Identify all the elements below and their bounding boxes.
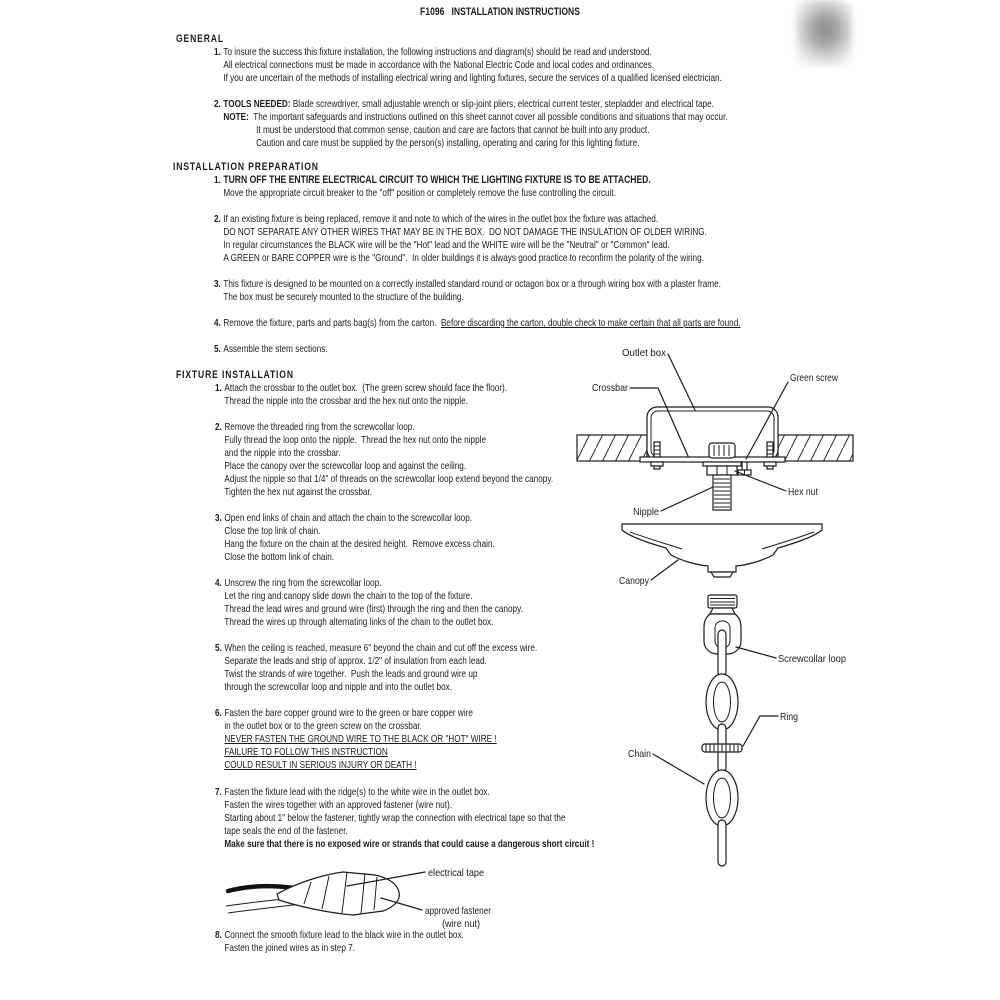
item-number: 7. — [215, 786, 222, 798]
instruction-line: The box must be securely mounted to the structure of the building. — [223, 291, 464, 303]
instruction-line: When the ceiling is reached, measure 6" beyond the chain and cut off the excess wire. — [224, 642, 538, 654]
instruction-line: Remove the threaded ring from the screwcollar loop. — [224, 421, 415, 433]
instruction-line: Caution and care must be supplied by the person(s) installing, operating and caring for this lighting fixture. — [256, 137, 640, 149]
ring-drawing — [702, 744, 742, 752]
item-number: 3. — [215, 512, 222, 524]
instruction-line: Twist the strands of wire together. Push the leads and ground wire up — [224, 668, 478, 680]
label-hex-nut: Hex nut — [788, 486, 819, 498]
item-number: 1. — [214, 174, 221, 186]
instruction-line: In regular circumstances the BLACK wire will be the "Hot" lead and the WHITE wire will be the "Neutral" or "Common" lead. — [223, 239, 670, 251]
nipple-drawing — [703, 443, 741, 510]
instruction-line: Thread the lead wires and ground wire (first) through the ring and then the canopy. — [224, 603, 523, 615]
note-text: The important safeguards and instructions outlined on this sheet cannot cover all possible conditions and situations that may occur. — [248, 111, 728, 123]
chain-drawing — [702, 630, 742, 866]
instruction-line — [223, 317, 740, 330]
instruction-line: Move the appropriate circuit breaker to the "off" position or completely remove the fuse controlling the circuit. — [223, 187, 616, 199]
label-screwcollar-loop: Screwcollar loop — [778, 653, 847, 665]
instruction-line: If you are uncertain of the methods of installing electrical wiring and lighting fixtures, secure the services of a qualified licensed electrician. — [223, 72, 722, 84]
carton-text: Remove the fixture, parts and parts bag(s) from the carton. — [223, 317, 441, 329]
instruction-line: in the outlet box or to the green screw on the crossbar. — [224, 720, 422, 732]
item-fixture-5 — [215, 642, 537, 694]
item-preparation-5 — [214, 343, 328, 356]
instruction-line: Separate the leads and strip of approx. 1/2" of insulation from each lead. — [224, 655, 487, 667]
instruction-line: Fasten the wires together with an approved fastener (wire nut). — [224, 799, 452, 811]
label-chain: Chain — [628, 748, 652, 760]
item-number: 8. — [215, 929, 222, 941]
item-number: 2. — [215, 421, 222, 433]
label-crossbar: Crossbar — [592, 382, 629, 394]
section-heading-fixture: FIXTURE INSTALLATION — [176, 369, 294, 381]
instruction-line: Fully thread the loop onto the nipple. Thread the hex nut onto the nipple — [224, 434, 487, 446]
item-preparation-2 — [214, 213, 707, 265]
instruction-line: Hang the fixture on the chain at the desired height. Remove excess chain. — [224, 538, 495, 550]
item-number: 3. — [214, 278, 221, 290]
instruction-line: Fasten the fixture lead with the ridge(s) to the white wire in the outlet box. — [224, 786, 490, 798]
item-general-1 — [214, 46, 722, 85]
item-preparation-3 — [214, 278, 721, 304]
instruction-line: Tighten the hex nut against the crossbar. — [224, 486, 373, 498]
short-circuit-warning: Make sure that there is no exposed wire or strands that could cause a dangerous short circuit ! — [224, 838, 595, 850]
item-number: 5. — [214, 343, 221, 355]
instruction-line: DO NOT SEPARATE ANY OTHER WIRES THAT MAY BE IN THE BOX. DO NOT DAMAGE THE INSULATION OF OLDER WIRING. — [223, 226, 707, 238]
label-wire-nut: (wire nut) — [442, 918, 480, 930]
instruction-line: TURN OFF THE ENTIRE ELECTRICAL CIRCUIT TO WHICH THE LIGHTING FIXTURE IS TO BE ATTACHED. — [223, 174, 651, 186]
label-approved-fastener: approved fastener — [425, 905, 492, 917]
item-fixture-6 — [215, 707, 497, 772]
tools-needed-label: TOOLS NEEDED: — [223, 98, 291, 110]
tape-and-nut — [277, 872, 399, 915]
instruction-line: It must be understood that common sense, caution and care are factors that cannot be built into any product. — [256, 124, 650, 136]
instruction-line: Unscrew the ring from the screwcollar loop. — [224, 577, 382, 589]
instruction-line — [223, 98, 727, 111]
item-fixture-3 — [215, 512, 495, 564]
section-heading-general: GENERAL — [176, 33, 224, 45]
wire-splice-diagram — [225, 858, 515, 938]
item-number: 5. — [215, 642, 222, 654]
instruction-line: Thread the wires up through alternating links of the chain to the outlet box. — [224, 616, 494, 628]
ground-warning-line: FAILURE TO FOLLOW THIS INSTRUCTION — [224, 746, 388, 758]
item-fixture-2 — [215, 421, 553, 499]
item-fixture-1 — [215, 382, 507, 408]
item-number: 2. — [214, 213, 221, 225]
instruction-line: and the nipple into the crossbar. — [224, 447, 341, 459]
label-ring: Ring — [780, 711, 799, 723]
section-heading-preparation: INSTALLATION PREPARATION — [173, 161, 319, 173]
instruction-line: Attach the crossbar to the outlet box. (The green screw should face the floor). — [224, 382, 508, 394]
instruction-line: Starting about 1" below the fastener, tightly wrap the connection with electrical tape so that the — [224, 812, 566, 824]
instruction-line: Place the canopy over the screwcollar loop and against the ceiling. — [224, 460, 467, 472]
fixture-assembly-diagram — [570, 344, 870, 884]
canopy-drawing — [622, 524, 822, 577]
instruction-line: To insure the success this fixture installation, the following instructions and diagram(s) should be read and understood. — [223, 46, 652, 58]
instruction-line: through the screwcollar loop and nipple and into the outlet box. — [224, 681, 453, 693]
ground-warning-line: NEVER FASTEN THE GROUND WIRE TO THE BLACK OR "HOT" WIRE ! — [224, 733, 497, 745]
instruction-line: All electrical connections must be made in accordance with the National Electric Code and local codes and ordinances. — [223, 59, 655, 71]
instruction-line: Assemble the stem sections. — [223, 343, 328, 355]
item-fixture-4 — [215, 577, 523, 629]
item-preparation-1 — [214, 174, 651, 200]
carton-warning-underlined: Before discarding the carton, double check to make certain that all parts are found. — [440, 317, 741, 329]
instruction-line: Fasten the joined wires as in step 7. — [224, 942, 356, 954]
instruction-line: tape seals the end of the fastener. — [224, 825, 348, 837]
page-title: F1096 INSTALLATION INSTRUCTIONS — [420, 6, 580, 18]
label-green-screw: Green screw — [790, 372, 839, 384]
item-number: 6. — [215, 707, 222, 719]
label-nipple: Nipple — [633, 506, 660, 518]
instruction-line: Fasten the bare copper ground wire to the green or bare copper wire — [224, 707, 473, 719]
item-number: 4. — [215, 577, 222, 589]
instruction-line: Close the bottom link of chain. — [224, 551, 335, 563]
item-preparation-4 — [214, 317, 741, 330]
item-number: 1. — [215, 382, 222, 394]
scan-artifact — [796, 0, 852, 66]
instruction-line: Thread the nipple into the crossbar and the hex nut onto the nipple. — [224, 395, 468, 407]
instruction-line: Open end links of chain and attach the chain to the screwcollar loop. — [224, 512, 473, 524]
item-number: 4. — [214, 317, 221, 329]
item-fixture-7 — [215, 786, 594, 851]
note-label: NOTE: — [223, 111, 249, 123]
instruction-line: This fixture is designed to be mounted on a correctly installed standard round or octagon box or a through wiring box with a plaster frame. — [223, 278, 721, 290]
instruction-line: Connect the smooth fixture lead to the black wire in the outlet box. — [224, 929, 464, 941]
label-outlet-box: Outlet box — [622, 347, 667, 359]
tools-needed-text: Blade screwdriver, small adjustable wrench or slip-joint pliers, electrical current tester, stepladder and electrical tape. — [290, 98, 714, 110]
label-canopy: Canopy — [619, 575, 650, 587]
instruction-line: Close the top link of chain. — [224, 525, 321, 537]
instruction-line — [223, 111, 727, 124]
item-number: 2. — [214, 98, 221, 110]
label-electrical-tape: electrical tape — [428, 867, 485, 879]
item-general-2 — [214, 98, 728, 150]
instruction-line: Adjust the nipple so that 1/4" of threads on the screwcollar loop extend beyond the canopy. — [224, 473, 554, 485]
instruction-line: Let the ring and canopy slide down the chain to the top of the fixture. — [224, 590, 473, 602]
instruction-line: If an existing fixture is being replaced, remove it and note to which of the wires in the outlet box the fixture was attached. — [223, 213, 659, 225]
ground-warning-line: COULD RESULT IN SERIOUS INJURY OR DEATH ! — [224, 759, 417, 771]
instruction-line: A GREEN or BARE COPPER wire is the "Ground". In older buildings it is always good practice to reconfirm the polarity of the wiring. — [223, 252, 704, 264]
item-number: 1. — [214, 46, 221, 58]
